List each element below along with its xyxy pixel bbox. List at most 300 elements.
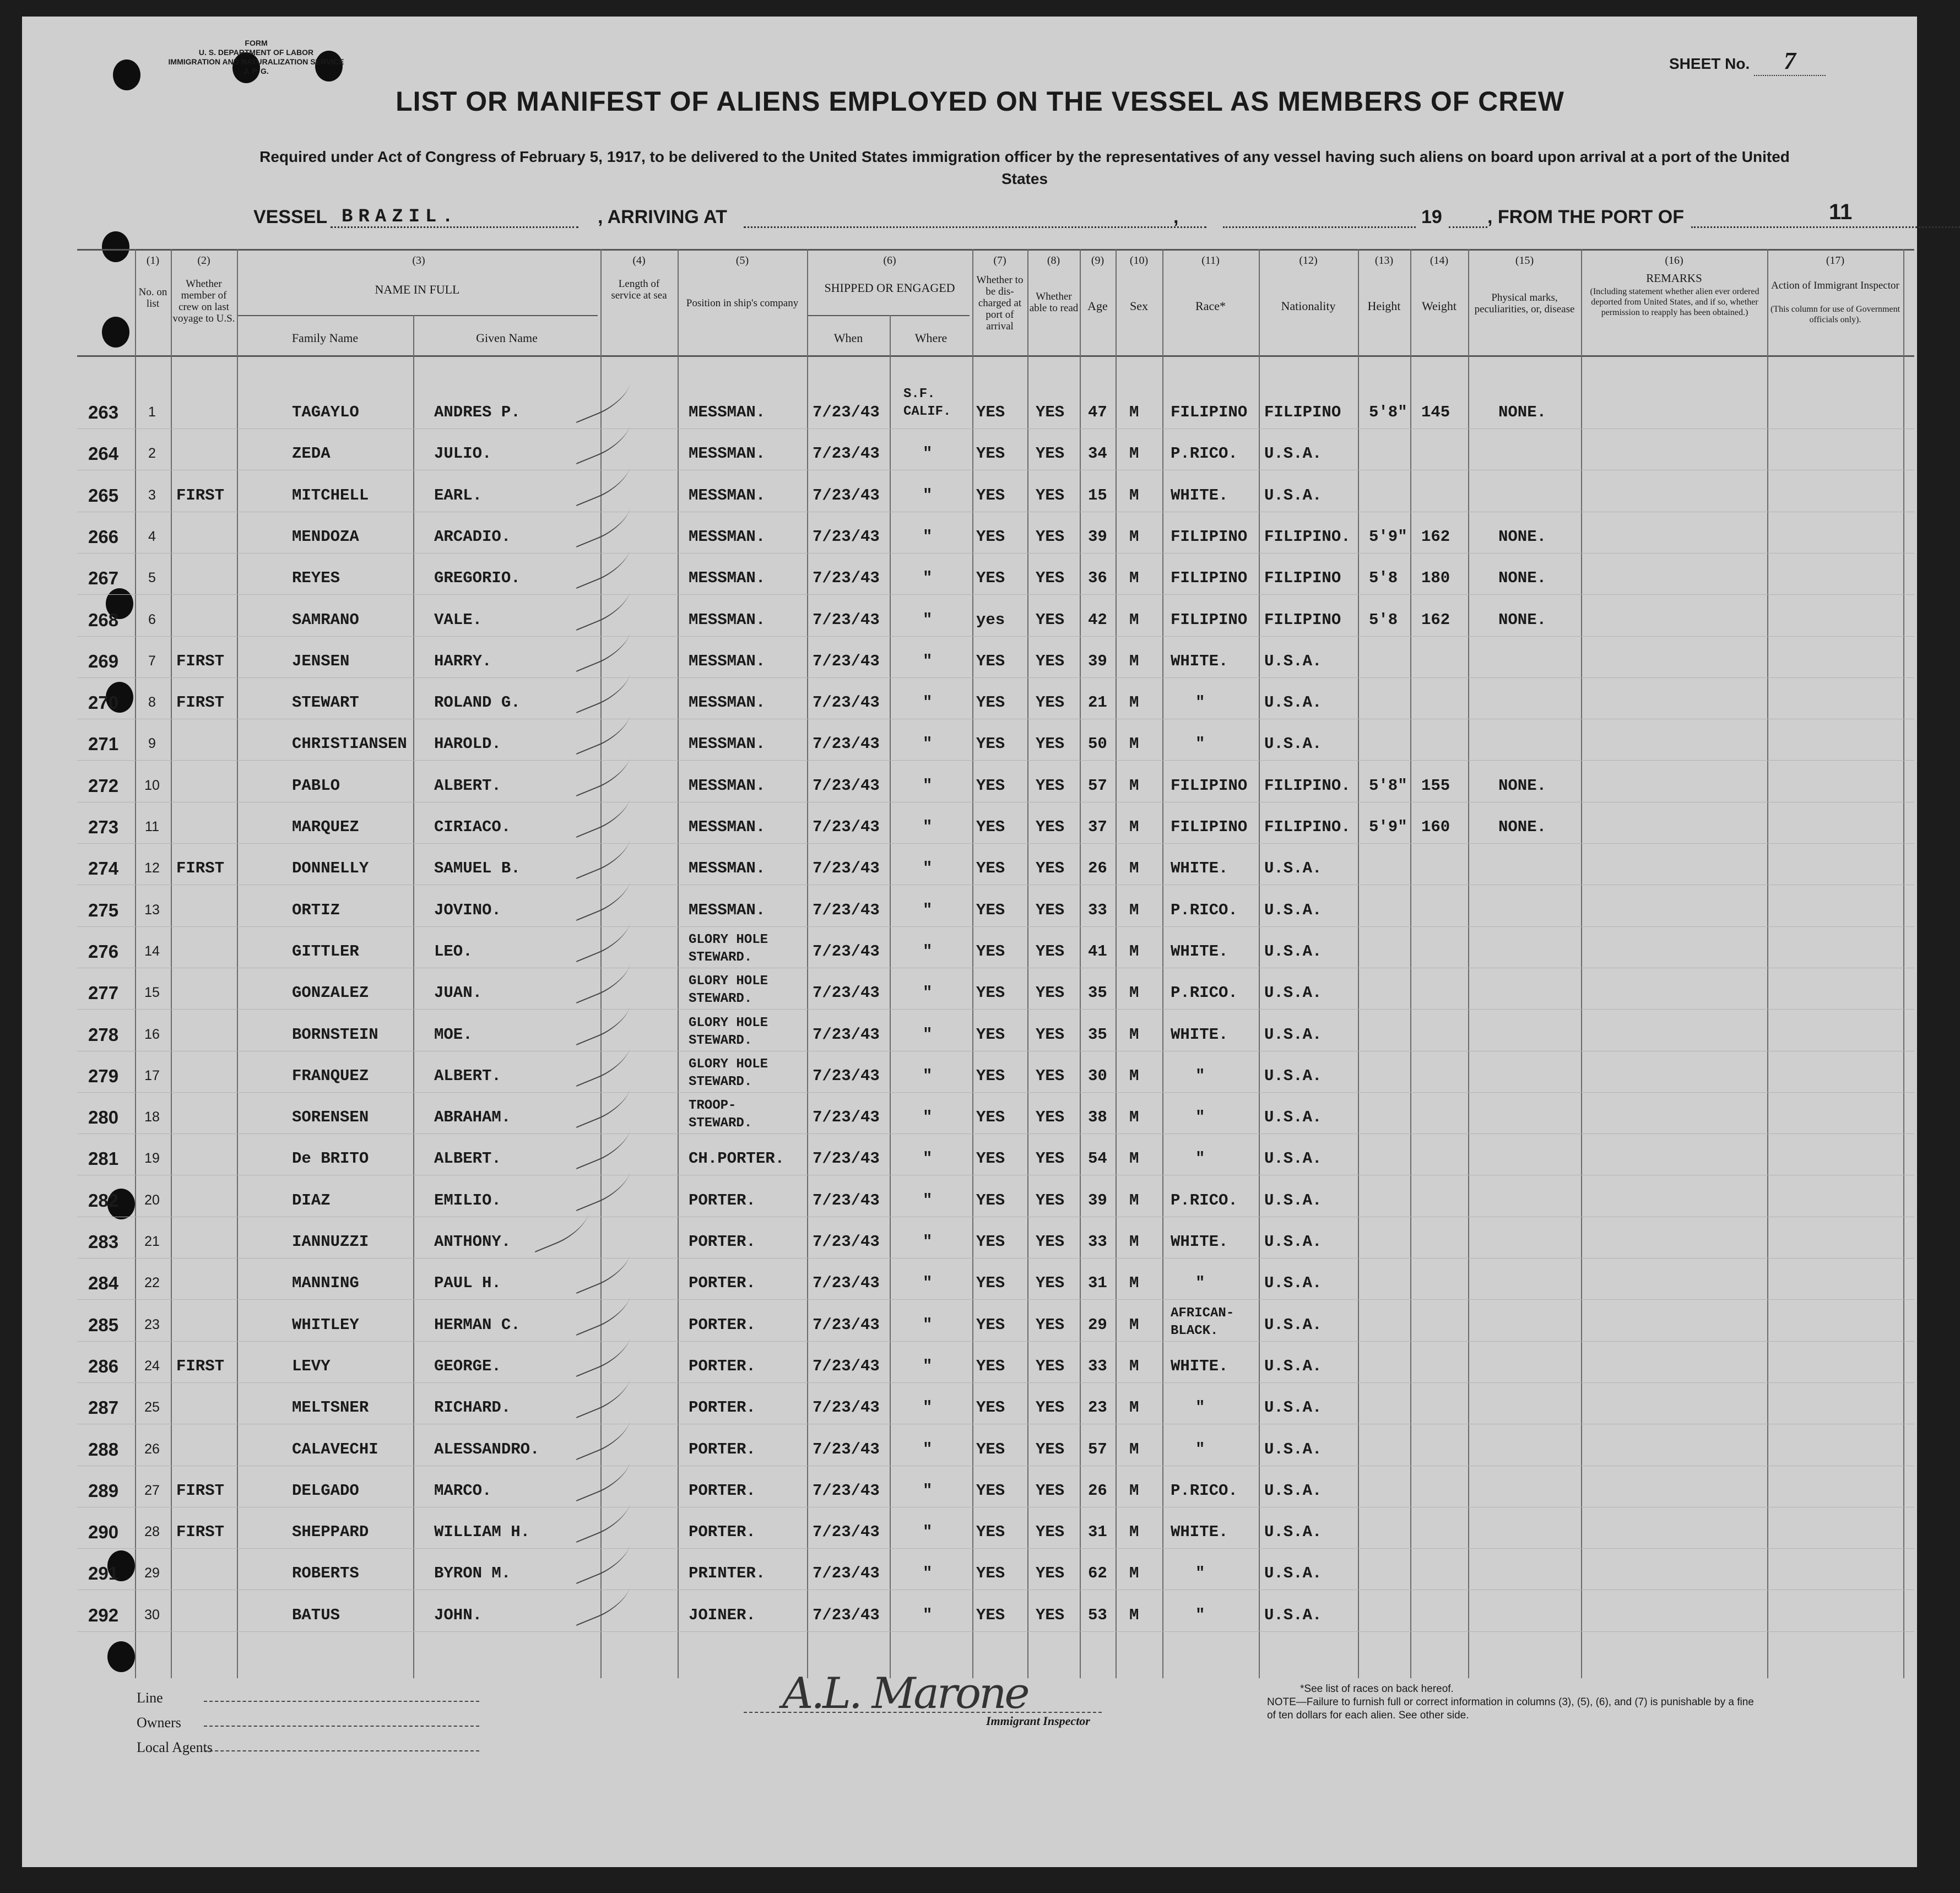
races-note: *See list of races on back hereof. (1300, 1683, 1454, 1695)
cell-shipped-where: " (923, 1274, 933, 1293)
cell-given-name: WILLIAM H. (434, 1523, 530, 1542)
cell-race: WHITE. (1171, 859, 1228, 878)
cell-race: " (1195, 1605, 1205, 1624)
cell-discharged: YES (976, 1274, 1005, 1293)
cell-age: 31 (1088, 1274, 1107, 1293)
cell-weight: 155 (1421, 776, 1450, 795)
cell-given-name: SAMUEL B. (434, 859, 521, 878)
cell-shipped-when: 7/23/43 (813, 1025, 880, 1044)
list-number: 20 (144, 1192, 160, 1208)
cell-discharged: YES (976, 1149, 1005, 1168)
column-number: (16) (1665, 254, 1683, 267)
cell-position: GLORY HOLE STEWARD. (689, 1015, 768, 1048)
cell-nationality: U.S.A. (1264, 735, 1322, 753)
cell-family-name: ZEDA (292, 444, 331, 463)
binder-hole (107, 1641, 135, 1672)
cell-nationality: U.S.A. (1264, 1440, 1322, 1458)
cell-nationality: U.S.A. (1264, 942, 1322, 961)
cell-age: 42 (1088, 610, 1107, 629)
cell-nationality: U.S.A. (1264, 1398, 1322, 1417)
cell-age: 54 (1088, 1149, 1107, 1168)
cell-family-name: MANNING (292, 1274, 359, 1293)
cell-family-name: GITTLER (292, 942, 359, 961)
cell-position: CH.PORTER. (689, 1149, 785, 1168)
cell-height: 5'9" (1369, 818, 1407, 836)
list-number: 22 (144, 1275, 160, 1291)
cell-age: 30 (1088, 1066, 1107, 1085)
cell-shipped-when: 7/23/43 (813, 1440, 880, 1458)
cell-able-to-read: YES (1036, 1440, 1065, 1458)
cell-weight: 160 (1421, 818, 1450, 836)
column-number: (3) (412, 254, 425, 267)
cell-able-to-read: YES (1036, 1191, 1065, 1209)
cell-shipped-where: " (923, 610, 933, 629)
cell-shipped-where: " (923, 652, 933, 670)
list-number: 13 (144, 902, 160, 918)
entry-number: 264 (88, 443, 119, 464)
cell-shipped-where: " (923, 859, 933, 878)
list-number: 30 (144, 1607, 160, 1623)
cell-sex: M (1129, 1315, 1139, 1334)
cell-shipped-when: 7/23/43 (813, 942, 880, 961)
entry-number: 289 (88, 1480, 119, 1501)
cell-shipped-where: " (923, 1523, 933, 1542)
entry-number: 278 (88, 1024, 119, 1045)
cell-discharged: YES (976, 942, 1005, 961)
cell-sex: M (1129, 1440, 1139, 1458)
column-number: (9) (1091, 254, 1104, 267)
list-number: 14 (144, 943, 160, 959)
header-height: Height (1367, 299, 1401, 313)
cell-position: GLORY HOLE STEWARD. (689, 974, 768, 1007)
sheet-number-label: SHEET No. (1669, 55, 1750, 72)
cell-race: P.RICO. (1171, 444, 1238, 463)
cell-able-to-read: YES (1036, 1233, 1065, 1251)
cell-shipped-when: 7/23/43 (813, 527, 880, 546)
cell-shipped-where: " (923, 569, 933, 588)
cell-age: 36 (1088, 569, 1107, 588)
cell-nationality: U.S.A. (1264, 1025, 1322, 1044)
entry-number: 290 (88, 1522, 119, 1543)
cell-age: 26 (1088, 859, 1107, 878)
cell-given-name: EMILIO. (434, 1191, 501, 1209)
penalty-note: NOTE—Failure to furnish full or correct information in columns (3), (5), (6), and (7) is punishable by a fine of ten dollars for each alien. See other side. (1267, 1696, 1754, 1721)
entry-number: 271 (88, 734, 119, 755)
row-rule (77, 1548, 1914, 1549)
cell-race: " (1195, 735, 1205, 753)
cell-given-name: RICHARD. (434, 1398, 511, 1417)
cell-sex: M (1129, 527, 1139, 546)
cell-able-to-read: YES (1036, 1564, 1065, 1583)
cell-shipped-where: " (923, 1398, 933, 1417)
cell-age: 41 (1088, 942, 1107, 961)
row-rule (77, 594, 1914, 595)
cell-given-name: LEO. (434, 942, 473, 961)
cell-race: FILIPINO (1171, 818, 1248, 836)
cell-race: WHITE. (1171, 1357, 1228, 1375)
cell-shipped-where: " (923, 1149, 933, 1168)
cell-sex: M (1129, 859, 1139, 878)
column-number: (4) (632, 254, 646, 267)
cell-shipped-where: " (923, 942, 933, 961)
cell-race: " (1195, 1149, 1205, 1168)
cell-race: FILIPINO (1171, 403, 1248, 421)
cell-race: WHITE. (1171, 486, 1228, 505)
row-rule (77, 553, 1914, 554)
row-rule (77, 1258, 1914, 1259)
cell-shipped-where: " (923, 735, 933, 753)
cell-discharged: YES (976, 569, 1005, 588)
cell-shipped-where: " (923, 693, 933, 712)
cell-shipped-where: " (923, 1315, 933, 1334)
cell-position: PORTER. (689, 1398, 756, 1417)
footer-note (1267, 1683, 1763, 1722)
cell-shipped-when: 7/23/43 (813, 901, 880, 919)
cell-family-name: FRANQUEZ (292, 1066, 369, 1085)
cell-discharged: YES (976, 1398, 1005, 1417)
cell-crew-last-voyage: FIRST (176, 486, 225, 505)
page-subtitle: Required under Act of Congress of February 5, 1917, to be delivered to the United States immigration officer by the representatives of any vessel having such aliens on board upon arrival at a port of the United States (259, 148, 1790, 187)
cell-given-name: EARL. (434, 486, 483, 505)
cell-nationality: FILIPINO (1264, 569, 1341, 588)
cell-discharged: YES (976, 403, 1005, 421)
cell-position: TROOP- STEWARD. (689, 1098, 752, 1131)
cell-shipped-when: 7/23/43 (813, 1274, 880, 1293)
cell-crew-last-voyage: FIRST (176, 693, 225, 712)
cell-shipped-when: 7/23/43 (813, 1564, 880, 1583)
cell-position: MESSMAN. (689, 652, 766, 670)
cell-sex: M (1129, 942, 1139, 961)
cell-sex: M (1129, 1233, 1139, 1251)
cell-family-name: TAGAYLO (292, 403, 359, 421)
cell-given-name: HARRY. (434, 652, 492, 670)
binder-hole (102, 231, 129, 262)
column-number: (8) (1047, 254, 1060, 267)
cell-able-to-read: YES (1036, 1357, 1065, 1375)
cell-given-name: GEORGE. (434, 1357, 501, 1375)
row-rule (77, 843, 1914, 844)
cell-shipped-when: 7/23/43 (813, 1398, 880, 1417)
cell-position: MESSMAN. (689, 610, 766, 629)
cell-nationality: U.S.A. (1264, 1108, 1322, 1127)
cell-family-name: REYES (292, 569, 340, 588)
cell-age: 38 (1088, 1108, 1107, 1127)
cell-family-name: CALAVECHI (292, 1440, 378, 1458)
cell-age: 23 (1088, 1398, 1107, 1417)
cell-shipped-where: " (923, 1357, 933, 1375)
cell-race: " (1195, 1398, 1205, 1417)
cell-family-name: DELGADO (292, 1481, 359, 1500)
cell-crew-last-voyage: FIRST (176, 1481, 225, 1500)
cell-discharged: YES (976, 1025, 1005, 1044)
cell-position: MESSMAN. (689, 818, 766, 836)
cell-shipped-where: " (923, 1191, 933, 1209)
entry-number: 285 (88, 1314, 119, 1335)
cell-nationality: FILIPINO. (1264, 527, 1351, 546)
list-number: 1 (148, 404, 156, 420)
row-rule (77, 1631, 1914, 1632)
cell-nationality: U.S.A. (1264, 901, 1322, 919)
cell-shipped-when: 7/23/43 (813, 1605, 880, 1624)
cell-given-name: ROLAND G. (434, 693, 521, 712)
cell-discharged: YES (976, 486, 1005, 505)
cell-position: PORTER. (689, 1440, 756, 1458)
cell-nationality: U.S.A. (1264, 693, 1322, 712)
cell-physical-marks: NONE. (1498, 776, 1547, 795)
list-number: 26 (144, 1441, 160, 1457)
cell-age: 31 (1088, 1523, 1107, 1542)
cell-position: GLORY HOLE STEWARD. (689, 932, 768, 965)
cell-able-to-read: YES (1036, 1481, 1065, 1500)
row-rule (77, 636, 1914, 637)
column-number: (6) (883, 254, 896, 267)
cell-position: MESSMAN. (689, 403, 766, 421)
arriving-label: , ARRIVING AT (598, 207, 727, 227)
cell-age: 21 (1088, 693, 1107, 712)
header-member-of-crew: Whether member of crew on last voyage to U.S. (172, 278, 235, 324)
cell-height: 5'8" (1369, 776, 1407, 795)
column-number: (11) (1201, 254, 1220, 267)
entry-number: 286 (88, 1355, 119, 1376)
header-able-to-read: Whether able to read (1029, 291, 1079, 314)
cell-sex: M (1129, 1191, 1139, 1209)
entry-number: 292 (88, 1604, 119, 1625)
cell-sex: M (1129, 1025, 1139, 1044)
cell-given-name: ALBERT. (434, 1149, 501, 1168)
cell-sex: M (1129, 1564, 1139, 1583)
cell-sex: M (1129, 1398, 1139, 1417)
header-nationality: Nationality (1281, 299, 1336, 313)
cell-age: 62 (1088, 1564, 1107, 1583)
entry-number: 265 (88, 485, 119, 506)
cell-age: 39 (1088, 1191, 1107, 1209)
department-name: U. S. DEPARTMENT OF LABOR (198, 48, 314, 57)
form-label: FORM (245, 39, 268, 47)
row-rule (77, 1299, 1914, 1300)
sheet-number (1669, 47, 1826, 76)
cell-able-to-read: YES (1036, 444, 1065, 463)
cell-given-name: MARCO. (434, 1481, 492, 1500)
list-number: 9 (148, 736, 156, 752)
header-weight: Weight (1422, 299, 1457, 313)
vessel-name: BRAZIL. (342, 207, 459, 227)
cell-age: 33 (1088, 901, 1107, 919)
cell-shipped-when: 7/23/43 (813, 1066, 880, 1085)
list-number: 17 (144, 1067, 160, 1083)
cell-race: WHITE. (1171, 652, 1228, 670)
sheet-number-value: 7 (1754, 47, 1826, 76)
cell-race: " (1195, 1066, 1205, 1085)
cell-race: FILIPINO (1171, 610, 1248, 629)
list-number: 28 (144, 1524, 160, 1540)
cell-sex: M (1129, 652, 1139, 670)
list-number: 2 (148, 446, 156, 462)
cell-family-name: MENDOZA (292, 527, 359, 546)
header-remarks: REMARKS (1646, 272, 1702, 285)
cell-nationality: U.S.A. (1264, 1523, 1322, 1542)
header-remarks-text: (Including statement whether alien ever ordered deported from United States, and if so, whether permission to reapply has been obtained.) (1590, 287, 1759, 317)
cell-shipped-when: 7/23/43 (813, 1108, 880, 1127)
cell-given-name: JUAN. (434, 984, 483, 1002)
page-number: 11 (1829, 200, 1853, 224)
cell-family-name: MITCHELL (292, 486, 369, 505)
list-number: 10 (144, 777, 160, 793)
cell-family-name: BATUS (292, 1605, 340, 1624)
vessel-line: VESSEL BRAZIL. , ARRIVING AT , 19 , FROM THE PORT OF 11 (253, 207, 1862, 234)
cell-sex: M (1129, 486, 1139, 505)
footer-line-label: Line (137, 1690, 163, 1706)
cell-race: " (1195, 1440, 1205, 1458)
list-number: 24 (144, 1358, 160, 1374)
cell-discharged: YES (976, 1523, 1005, 1542)
entry-number: 282 (88, 1190, 119, 1211)
entry-number: 270 (88, 692, 119, 713)
cell-discharged: yes (976, 610, 1005, 629)
cell-sex: M (1129, 735, 1139, 753)
header-physical-marks: Physical marks, peculiarities, or, disease (1474, 292, 1575, 315)
column-number: (2) (197, 254, 210, 267)
row-rule (77, 760, 1914, 761)
cell-able-to-read: YES (1036, 1066, 1065, 1085)
header-when: When (833, 331, 863, 345)
cell-shipped-when: 7/23/43 (813, 1315, 880, 1334)
cell-able-to-read: YES (1036, 776, 1065, 795)
cell-discharged: YES (976, 859, 1005, 878)
cell-able-to-read: YES (1036, 901, 1065, 919)
entry-number: 274 (88, 858, 119, 879)
cell-physical-marks: NONE. (1498, 818, 1547, 836)
cell-nationality: U.S.A. (1264, 1191, 1322, 1209)
cell-shipped-where: " (923, 527, 933, 546)
cell-sex: M (1129, 901, 1139, 919)
cell-able-to-read: YES (1036, 486, 1065, 505)
row-rule (77, 1133, 1914, 1134)
cell-family-name: PABLO (292, 776, 340, 795)
list-number: 23 (144, 1316, 160, 1332)
header-where: Where (914, 331, 947, 345)
cell-shipped-when: 7/23/43 (813, 859, 880, 878)
cell-discharged: YES (976, 1605, 1005, 1624)
cell-discharged: YES (976, 652, 1005, 670)
cell-able-to-read: YES (1036, 984, 1065, 1002)
cell-race: WHITE. (1171, 942, 1228, 961)
cell-sex: M (1129, 569, 1139, 588)
cell-nationality: U.S.A. (1264, 1066, 1322, 1085)
cell-height: 5'8 (1369, 610, 1398, 629)
cell-nationality: FILIPINO (1264, 403, 1341, 421)
cell-discharged: YES (976, 1315, 1005, 1334)
cell-given-name: ANTHONY. (434, 1233, 511, 1251)
header-given-name: Given Name (476, 331, 538, 345)
entry-number: 288 (88, 1439, 119, 1460)
entry-number: 291 (88, 1563, 119, 1584)
cell-age: 47 (1088, 403, 1107, 421)
cell-shipped-where: " (923, 1108, 933, 1127)
column-number: (14) (1430, 254, 1449, 267)
cell-shipped-where: " (923, 486, 933, 505)
cell-shipped-when: 7/23/43 (813, 652, 880, 670)
entry-number: 281 (88, 1148, 119, 1169)
cell-sex: M (1129, 610, 1139, 629)
cell-race: P.RICO. (1171, 901, 1238, 919)
cell-shipped-where: " (923, 1440, 933, 1458)
cell-race: FILIPINO (1171, 776, 1248, 795)
list-number: 12 (144, 860, 160, 876)
cell-age: 26 (1088, 1481, 1107, 1500)
column-number: (13) (1374, 254, 1394, 267)
cell-crew-last-voyage: FIRST (176, 652, 225, 670)
list-number: 3 (148, 487, 156, 503)
cell-sex: M (1129, 1523, 1139, 1542)
column-number: (7) (993, 254, 1006, 267)
entry-number: 277 (88, 983, 119, 1004)
cell-discharged: YES (976, 818, 1005, 836)
cell-family-name: STEWART (292, 693, 359, 712)
cell-given-name: JULIO. (434, 444, 492, 463)
cell-family-name: ROBERTS (292, 1564, 359, 1583)
cell-weight: 145 (1421, 403, 1450, 421)
cell-shipped-when: 7/23/43 (813, 1149, 880, 1168)
cell-physical-marks: NONE. (1498, 527, 1547, 546)
row-rule (77, 677, 1914, 678)
cell-age: 35 (1088, 984, 1107, 1002)
cell-weight: 162 (1421, 610, 1450, 629)
cell-sex: M (1129, 1357, 1139, 1375)
cell-race: AFRICAN- BLACK. (1171, 1305, 1235, 1338)
cell-family-name: SORENSEN (292, 1108, 369, 1127)
cell-shipped-when: 7/23/43 (813, 403, 880, 421)
cell-age: 34 (1088, 444, 1107, 463)
cell-shipped-where: " (923, 1564, 933, 1583)
cell-age: 57 (1088, 1440, 1107, 1458)
cell-able-to-read: YES (1036, 1605, 1065, 1624)
entry-number: 284 (88, 1273, 119, 1294)
cell-age: 15 (1088, 486, 1107, 505)
cell-able-to-read: YES (1036, 693, 1065, 712)
column-number: (5) (735, 254, 749, 267)
cell-crew-last-voyage: FIRST (176, 1357, 225, 1375)
list-number: 29 (144, 1565, 160, 1581)
cell-able-to-read: YES (1036, 735, 1065, 753)
cell-given-name: ABRAHAM. (434, 1108, 511, 1127)
cell-able-to-read: YES (1036, 403, 1065, 421)
entry-number: 266 (88, 526, 119, 547)
cell-discharged: YES (976, 1108, 1005, 1127)
inspector-signature: A.L. Marone (782, 1669, 1028, 1718)
column-number: (1) (146, 254, 160, 267)
cell-age: 33 (1088, 1357, 1107, 1375)
cell-discharged: YES (976, 1233, 1005, 1251)
cell-age: 57 (1088, 776, 1107, 795)
cell-race: WHITE. (1171, 1523, 1228, 1542)
cell-age: 39 (1088, 527, 1107, 546)
cell-given-name: ARCADIO. (434, 527, 511, 546)
cell-able-to-read: YES (1036, 652, 1065, 670)
vessel-label: VESSEL (253, 207, 328, 227)
cell-able-to-read: YES (1036, 1025, 1065, 1044)
cell-shipped-when: 7/23/43 (813, 693, 880, 712)
cell-crew-last-voyage: FIRST (176, 859, 225, 878)
cell-crew-last-voyage: FIRST (176, 1523, 225, 1542)
entry-number: 283 (88, 1232, 119, 1252)
list-number: 25 (144, 1400, 160, 1415)
cell-family-name: IANNUZZI (292, 1233, 369, 1251)
list-number: 11 (145, 819, 159, 834)
cell-discharged: YES (976, 1191, 1005, 1209)
cell-family-name: GONZALEZ (292, 984, 369, 1002)
header-shipped-engaged: SHIPPED OR ENGAGED (824, 281, 955, 295)
cell-race: P.RICO. (1171, 1191, 1238, 1209)
